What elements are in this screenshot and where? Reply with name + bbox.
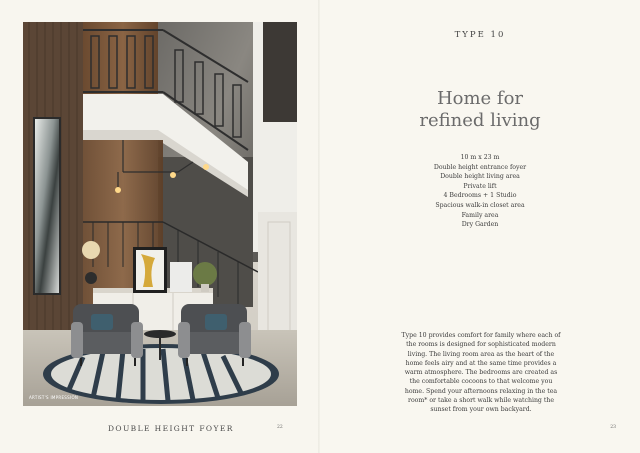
feature-list xyxy=(320,153,640,230)
feature-item: Private lift xyxy=(463,182,497,190)
feature-item: Double height entrance foyer xyxy=(433,163,527,171)
photo-credit: ARTIST'S IMPRESSION xyxy=(29,395,79,400)
feature-item: Family area xyxy=(461,211,499,219)
foyer-interior-photo xyxy=(23,22,297,406)
foyer-illustration xyxy=(23,22,297,406)
feature-item: 4 Bedrooms + 1 Studio xyxy=(443,192,517,200)
feature-item: 10 m x 23 m xyxy=(460,154,500,161)
headline-line: refined living xyxy=(419,110,541,132)
page-number-right: 23 xyxy=(610,425,616,430)
feature-item: Dry Garden xyxy=(461,221,499,229)
headline xyxy=(320,88,640,132)
headline-line: Home for xyxy=(436,88,524,110)
feature-item: Double height living area xyxy=(440,173,520,181)
photo-caption: DOUBLE HEIGHT FOYER xyxy=(108,424,234,433)
unit-type-label: TYPE 10 xyxy=(454,30,506,40)
description-paragraph: Type 10 provides comfort for family where each of the rooms is designed for sophisticated modern living. The living room area as the heart of the home feels airy and at the same time provides a warm atmosphere. The bedrooms are created as the comfortable cocoons to that welcome you home. Spend your afternoons relaxing in the tea room* or take a short walk while watching the sunset from your own backyard. xyxy=(401,332,561,414)
right-page xyxy=(320,0,640,453)
page-number-left: 22 xyxy=(277,425,283,430)
feature-item: Spacious walk-in closet area xyxy=(435,201,525,209)
